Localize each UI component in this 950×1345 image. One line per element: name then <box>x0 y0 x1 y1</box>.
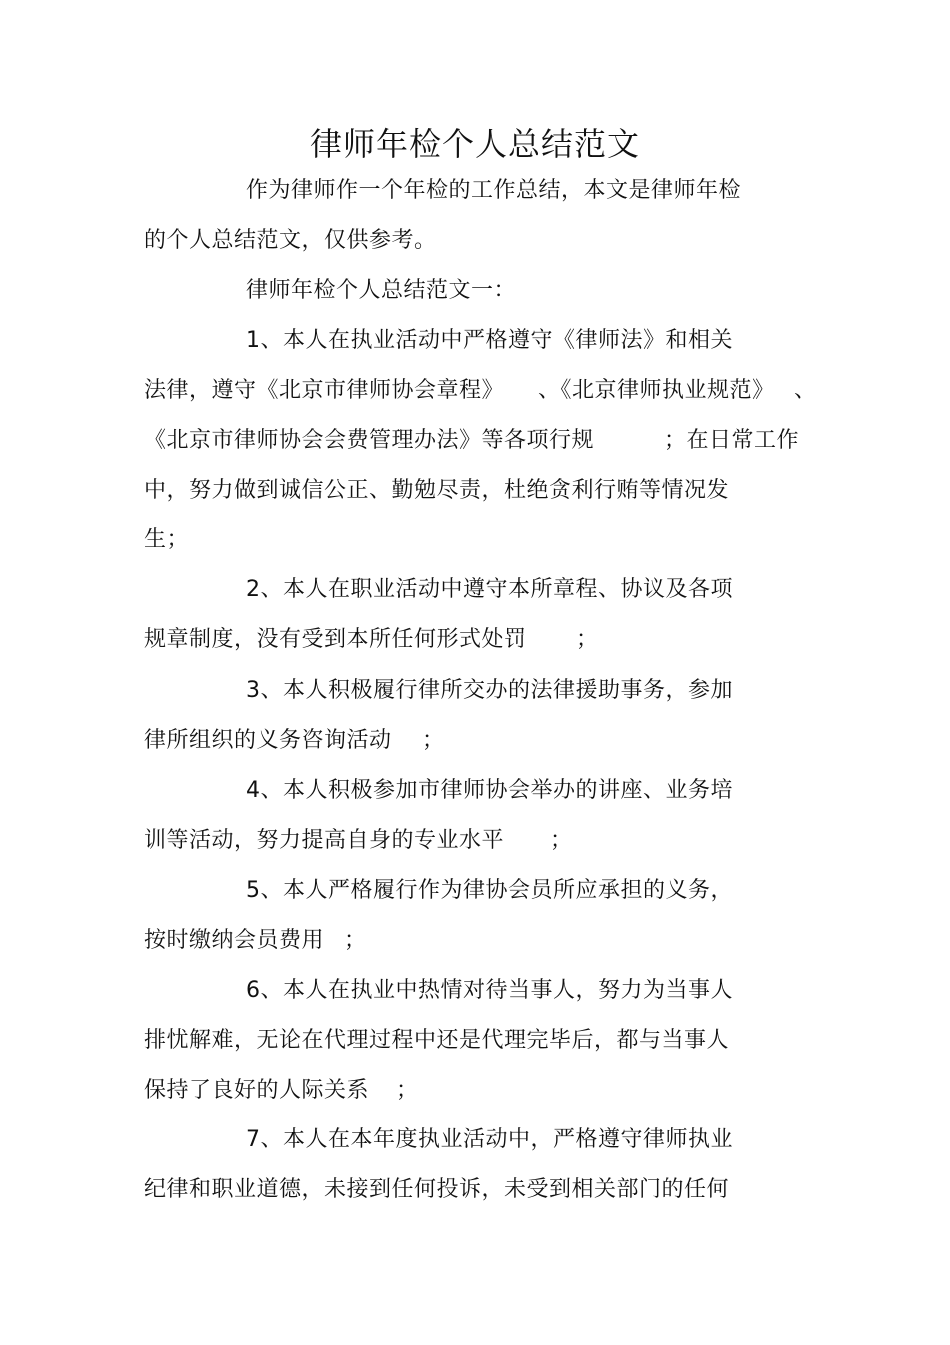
text-line: 纪律和职业道德，未接到任何投诉，未受到相关部门的任何 <box>144 1177 730 1202</box>
text-line: 律所组织的义务咨询活动 <box>144 728 392 753</box>
document-title: 律师年检个人总结范文 <box>309 125 640 163</box>
text-line: ； <box>576 627 599 652</box>
text-line: 6、本人在执业中热情对待当事人，努力为当事人 <box>246 978 733 1003</box>
text-line: 、《北京律师执业规范》 <box>538 378 775 403</box>
text-line: 2、本人在职业活动中遵守本所章程、协议及各项 <box>246 577 733 602</box>
text-line: 作为律师作一个年检的工作总结，本文是律师年检 <box>246 178 742 203</box>
text-line: ； <box>550 828 573 853</box>
text-line: ； <box>344 928 367 953</box>
text-line: 保持了良好的人际关系 <box>144 1078 370 1103</box>
text-line: 训等活动，努力提高自身的专业水平 <box>144 828 505 853</box>
text-line: 生； <box>144 527 190 552</box>
text-line: 的个人总结范文，仅供参考。 <box>144 228 437 253</box>
text-line: 、 <box>794 378 817 403</box>
text-line: 4、本人积极参加市律师协会举办的讲座、业务培 <box>246 778 733 803</box>
text-line: ；在日常工作 <box>664 428 800 453</box>
text-line: 法律，遵守《北京市律师协会章程》 <box>144 378 505 403</box>
text-line: 按时缴纳会员费用 <box>144 928 325 953</box>
text-line: 《北京市律师协会会费管理办法》等各项行规 <box>144 428 595 453</box>
text-line: 7、本人在本年度执业活动中，严格遵守律师执业 <box>246 1127 733 1152</box>
text-line: ； <box>396 1078 419 1103</box>
text-line: 1、本人在执业活动中严格遵守《律师法》和相关 <box>246 328 733 353</box>
text-line: 规章制度，没有受到本所任何形式处罚 <box>144 627 527 652</box>
text-line: 3、本人积极履行律所交办的法律援助事务，参加 <box>246 678 733 703</box>
text-line: 律师年检个人总结范文一： <box>246 278 517 303</box>
text-line: 中，努力做到诚信公正、勤勉尽责，杜绝贪利行贿等情况发 <box>144 478 730 503</box>
text-line: ； <box>422 728 445 753</box>
text-line: 排忧解难，无论在代理过程中还是代理完毕后，都与当事人 <box>144 1028 730 1053</box>
text-line: 5、本人严格履行作为律协会员所应承担的义务， <box>246 878 733 903</box>
